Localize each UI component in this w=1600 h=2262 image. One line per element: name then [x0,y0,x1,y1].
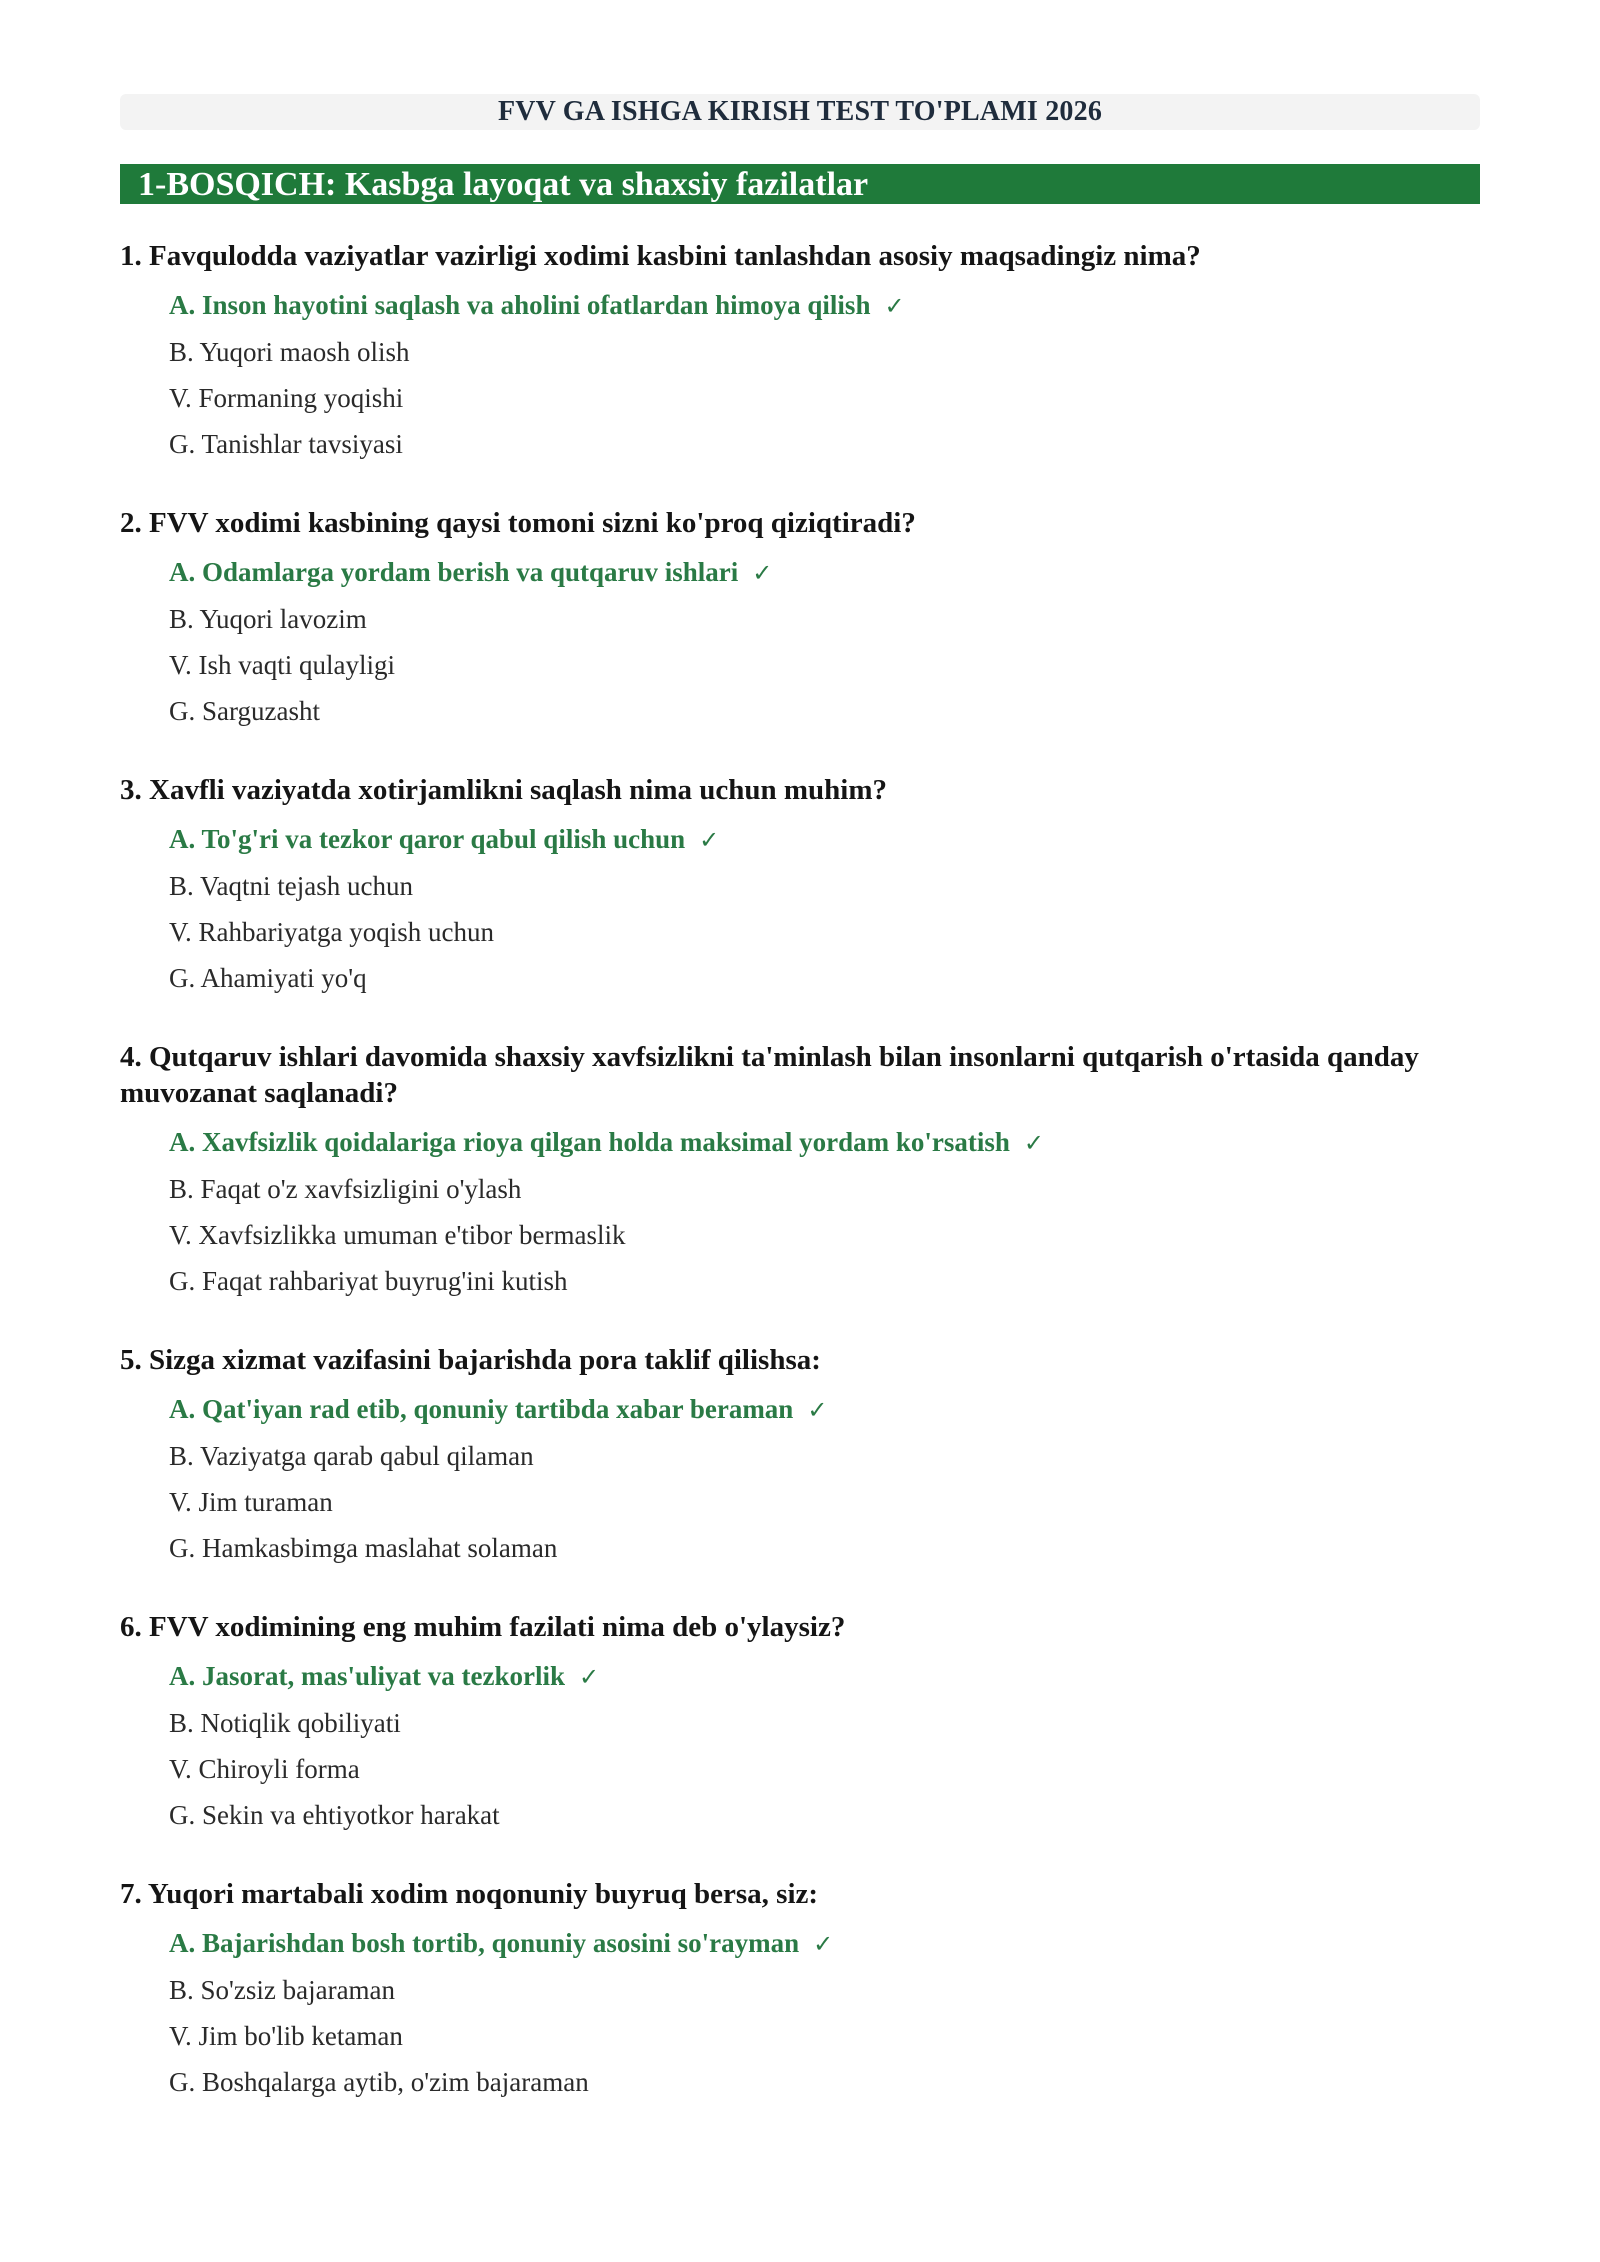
option-label: B. Yuqori lavozim [169,604,367,634]
answer-option [120,909,1480,955]
option-label: A. Qat'iyan rad etib, qonuniy tartibda xabar beraman [169,1394,794,1424]
document-title: FVV GA ISHGA KIRISH TEST TO'PLAMI 2026 [120,94,1480,130]
answer-option [120,1433,1480,1479]
correct-option [120,1386,1480,1433]
answer-option [120,2059,1480,2105]
option-label: V. Jim turaman [169,1487,333,1517]
answer-option [120,642,1480,688]
option-label: V. Chiroyli forma [169,1754,360,1784]
option-label: A. Bajarishdan bosh tortib, qonuniy asosini so'rayman [169,1928,800,1958]
option-label: A. Inson hayotini saqlash va aholini ofatlardan himoya qilish [169,290,871,320]
option-label: V. Formaning yoqishi [169,383,404,413]
answer-option [120,421,1480,467]
option-label: B. So'zsiz bajaraman [169,1975,396,2005]
option-label: A. Odamlarga yordam berish va qutqaruv ishlari [169,557,739,587]
question-list [120,238,1480,2105]
answer-option [120,1700,1480,1746]
check-icon: ✓ [807,1396,828,1424]
correct-option [120,816,1480,863]
option-label: B. Faqat o'z xavfsizligini o'ylash [169,1174,522,1204]
option-label: V. Ish vaqti qulayligi [169,650,395,680]
option-label: G. Sekin va ehtiyotkor harakat [169,1800,500,1830]
correct-option [120,1920,1480,1967]
option-label: B. Vaziyatga qarab qabul qilaman [169,1441,534,1471]
answer-option [120,1967,1480,2013]
correct-option [120,1119,1480,1166]
question-3 [120,772,1480,1001]
question-text: 1. Favqulodda vaziyatlar vazirligi xodimi kasbini tanlashdan asosiy maqsadingiz nima? [120,240,1201,272]
question-5 [120,1342,1480,1571]
question-text: 2. FVV xodimi kasbining qaysi tomoni sizni ko'proq qiziqtiradi? [120,507,916,539]
check-icon: ✓ [578,1663,600,1691]
option-label: G. Hamkasbimga maslahat solaman [169,1533,558,1563]
answer-option [120,1746,1480,1792]
option-label: G. Boshqalarga aytib, o'zim bajaraman [169,2067,589,2097]
check-icon: ✓ [699,826,720,854]
question-7 [120,1876,1480,2105]
option-label: G. Tanishlar tavsiyasi [169,429,403,459]
answer-option [120,1212,1480,1258]
option-label: G. Sarguzasht [169,696,320,726]
question-text: 7. Yuqori martabali xodim noqonuniy buyruq bersa, siz: [120,1878,819,1910]
answer-option [120,1792,1480,1838]
check-icon: ✓ [813,1930,834,1958]
correct-option [120,549,1480,596]
option-label: B. Notiqlik qobiliyati [169,1708,401,1738]
answer-option [120,688,1480,734]
question-1 [120,238,1480,467]
option-label: G. Ahamiyati yo'q [169,963,367,993]
answer-option [120,2013,1480,2059]
option-label: A. To'g'ri va tezkor qaror qabul qilish uchun [169,824,686,854]
answer-option [120,596,1480,642]
option-label: A. Jasorat, mas'uliyat va tezkorlik [169,1661,565,1691]
question-4 [120,1039,1480,1304]
answer-option [120,375,1480,421]
option-label: V. Jim bo'lib ketaman [169,2021,403,2051]
answer-option [120,1479,1480,1525]
option-label: A. Xavfsizlik qoidalariga rioya qilgan holda maksimal yordam ko'rsatish [169,1127,1010,1157]
question-text: 5. Sizga xizmat vazifasini bajarishda pora taklif qilishsa: [120,1344,821,1376]
option-label: B. Vaqtni tejash uchun [169,871,413,901]
check-icon: ✓ [1023,1129,1044,1157]
question-text: 3. Xavfli vaziyatda xotirjamlikni saqlash nima uchun muhim? [120,774,887,806]
option-label: V. Rahbariyatga yoqish uchun [169,917,494,947]
answer-option [120,1525,1480,1571]
correct-option [120,282,1480,329]
check-icon: ✓ [752,559,773,587]
option-label: G. Faqat rahbariyat buyrug'ini kutish [169,1266,568,1296]
option-label: V. Xavfsizlikka umuman e'tibor bermaslik [169,1220,626,1250]
question-2 [120,505,1480,734]
check-icon: ✓ [884,292,905,320]
answer-option [120,1166,1480,1212]
answer-option [120,329,1480,375]
question-text: 6. FVV xodimining eng muhim fazilati nima deb o'ylaysiz? [120,1611,846,1643]
question-text: 4. Qutqaruv ishlari davomida shaxsiy xavfsizlikni ta'minlash bilan insonlarni qutqarish o'rtasida qanday muvozanat saqlanadi? [120,1041,1419,1109]
answer-option [120,1258,1480,1304]
option-label: B. Yuqori maosh olish [169,337,410,367]
answer-option [120,863,1480,909]
question-6 [120,1609,1480,1838]
correct-option [120,1653,1480,1700]
answer-option [120,955,1480,1001]
section-title: 1-BOSQICH: Kasbga layoqat va shaxsiy fazilatlar [120,164,1480,204]
